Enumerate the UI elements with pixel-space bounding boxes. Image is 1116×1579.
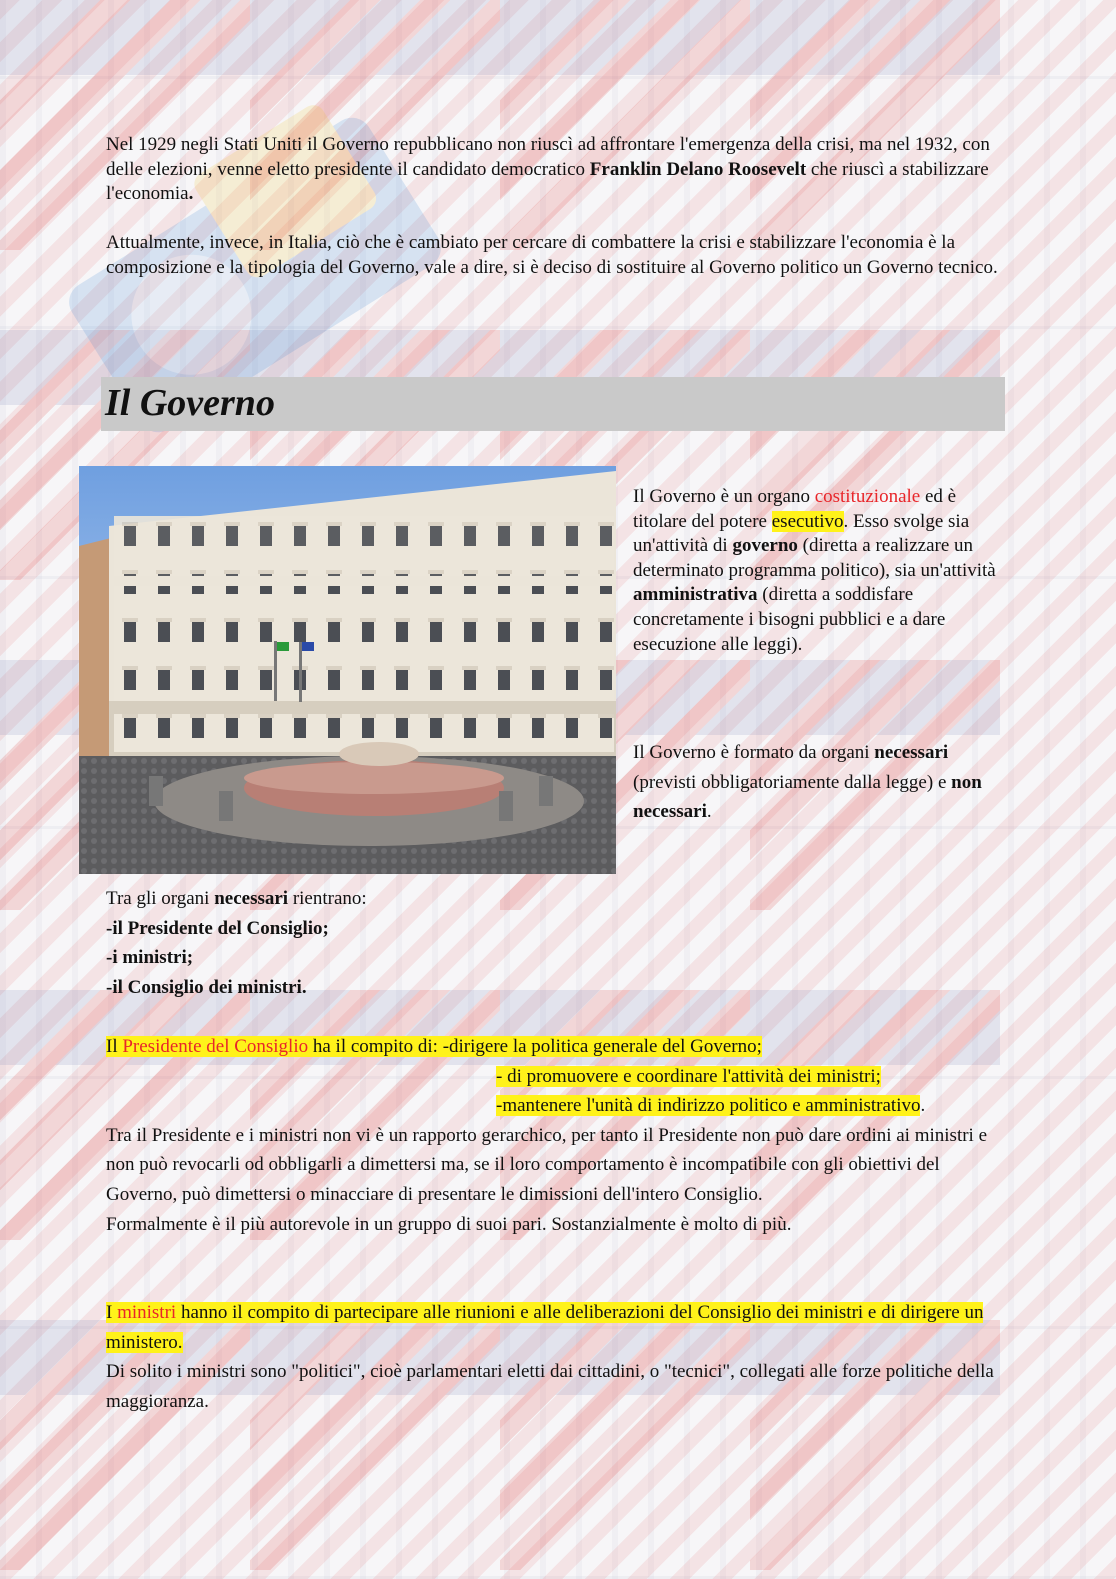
presidente-task: - di promuovere e coordinare l'attività dei ministri; (496, 1065, 881, 1087)
intro-paragraph-1: Nel 1929 negli Stati Uniti il Governo repubblicano non riuscì ad affrontare l'emergenza della crisi, ma nel 1932, con delle elezioni, venne eletto presidente il candidato democratico Franklin Delano Roosevelt che riuscì a stabilizzare l'economia. (106, 134, 990, 205)
intro-paragraph-2: Attualmente, invece, in Italia, ciò che è cambiato per cercare di combattere la crisi e stabilizzare l'economia è la composizione e la tipologia del Governo, vale a dire, si è deciso di sostituire al Governo politico un Governo tecnico. (106, 232, 998, 278)
organi-definition: Il Governo è formato da organi necessari (previsti obbligatoriamente dalla legge) e non necessari. (633, 742, 982, 822)
section-title: Il Governo (105, 382, 275, 424)
list-intro: Tra gli organi necessari rientrano: (106, 888, 367, 909)
presidente-section (106, 1032, 1006, 1239)
list-item: -i ministri; (106, 947, 194, 969)
list-item: -il Consiglio dei ministri. (106, 976, 307, 998)
list-item: -il Presidente del Consiglio; (106, 917, 329, 939)
presidente-compito: Il Presidente del Consiglio ha il compito di: -dirigere la politica generale del Governo; (106, 1036, 762, 1057)
palazzo-chigi-photo (79, 466, 616, 874)
presidente-task: -mantenere l'unità di indirizzo politico e amministrativo. (496, 1095, 926, 1117)
ministri-text: Di solito i ministri sono "politici", cioè parlamentari eletti dai cittadini, o "tecnici", collegati alle forze politiche della maggioranza. (106, 1361, 994, 1412)
ministri-section (106, 1298, 1006, 1416)
ministri-compito: I ministri hanno il compito di partecipare alle riunioni e alle deliberazioni del Consiglio dei ministri e di dirigere un ministero. (106, 1302, 984, 1353)
organi-necessari-list (106, 884, 367, 1002)
governo-definition: Il Governo è un organo costituzionale ed è titolare del potere esecutivo. Esso svolge sia un'attività di governo (diretta a realizzare un determinato programma politico), sia un'attività amministrativa (diretta a soddisfare concretamente i bisogni pubblici e a dare esecuzione alle leggi). (633, 486, 996, 655)
section-heading-band (101, 377, 1005, 431)
presidente-autorevole-text: Formalmente è il più autorevole in un gruppo di suoi pari. Sostanzialmente è molto di più. (106, 1213, 792, 1235)
presidente-rapporto-text: Tra il Presidente e i ministri non vi è un rapporto gerarchico, per tanto il Presidente non può dare ordini ai ministri e non può revocarli od obbligarli a dimettersi ma, se il loro comportamento è incompatibile con gli obiettivi del Governo, può dimettersi o minacciare di presentare le dimissioni dell'intero Consiglio. (106, 1124, 988, 1205)
